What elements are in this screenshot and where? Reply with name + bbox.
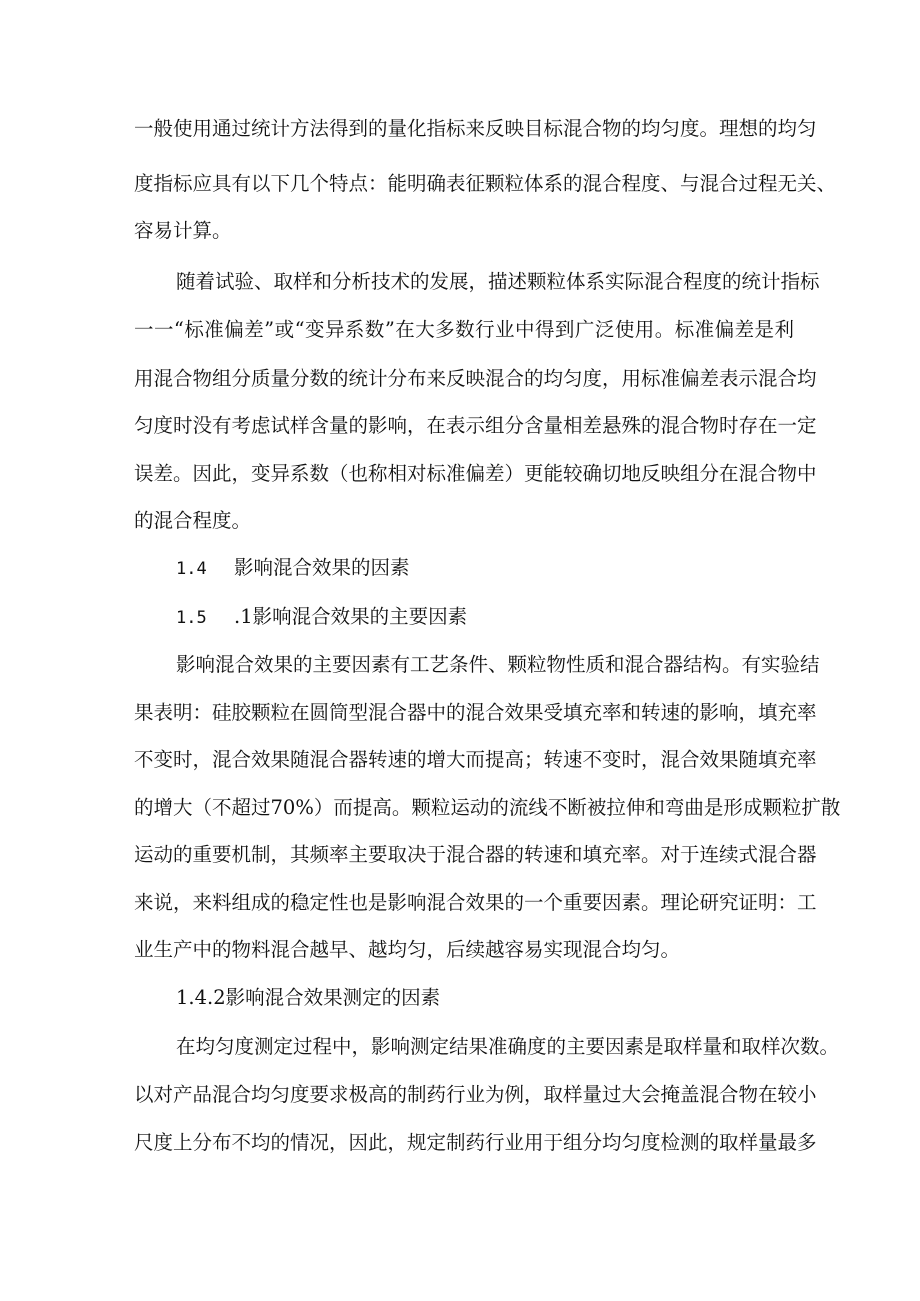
paragraph-2-line-2: 一一“标准偏差”或“变异系数”在大多数行业中得到广泛使用。标准偏差是利 [134, 318, 794, 341]
paragraph-3-line-2: 果表明：硅胶颗粒在圆筒型混合器中的混合效果受填充率和转速的影响，填充率 [134, 701, 817, 724]
paragraph-3-line-6: 来说，来料组成的稳定性也是影响混合效果的一个重要因素。理论研究证明：工 [134, 891, 817, 914]
paragraph-2-line-4: 匀度时没有考虑试样含量的影响，在表示组分含量相差悬殊的混合物时存在一定 [134, 414, 817, 437]
heading-title: 1.4.2影响混合效果测定的因素 [176, 986, 441, 1009]
paragraph-1-line-2: 度指标应具有以下几个特点：能明确表征颗粒体系的混合程度、与混合过程无关、 [134, 172, 837, 195]
paragraph-4-line-2: 以对产品混合均匀度要求极高的制药行业为例，取样量过大会掩盖混合物在较小 [134, 1083, 817, 1106]
paragraph-3-line-1: 影响混合效果的主要因素有工艺条件、颗粒物性质和混合器结构。有实验结 [176, 653, 820, 676]
paragraph-3-line-4: 的增大（不超过70%）而提高。颗粒运动的流线不断被拉伸和弯曲是形成颗粒扩散 [134, 796, 841, 819]
paragraph-1-line-1: 一般使用通过统计方法得到的量化指标来反映目标混合物的均匀度。理想的均匀 [134, 117, 817, 140]
heading-title: .1影响混合效果的主要因素 [234, 605, 468, 628]
paragraph-1-line-3: 容易计算。 [134, 219, 232, 242]
section-heading-1-4 [176, 556, 410, 581]
paragraph-2-line-3: 用混合物组分质量分数的统计分布来反映混合的均匀度，用标准偏差表示混合均 [134, 367, 817, 390]
paragraph-3-line-5: 运动的重要机制，其频率主要取决于混合器的转速和填充率。对于连续式混合器 [134, 843, 817, 866]
paragraph-3-line-3: 不变时，混合效果随混合器转速的增大而提高；转速不变时，混合效果随填充率 [134, 748, 817, 771]
paragraph-2-line-5: 误差。因此，变异系数（也称相对标准偏差）更能较确切地反映组分在混合物中 [134, 462, 817, 485]
paragraph-4-line-3: 尺度上分布不均的情况，因此，规定制药行业用于组分均匀度检测的取样量最多 [134, 1131, 817, 1154]
heading-number: 1.5 [176, 608, 207, 628]
section-heading-1-5 [176, 605, 467, 630]
section-heading-1-4-2 [176, 986, 440, 1010]
paragraph-2-line-6: 的混合程度。 [134, 509, 252, 532]
paragraph-4-line-1: 在均匀度测定过程中，影响测定结果准确度的主要因素是取样量和取样次数。 [176, 1035, 840, 1058]
paragraph-2-line-1: 随着试验、取样和分析技术的发展，描述颗粒体系实际混合程度的统计指标 [176, 270, 820, 293]
heading-title: 影响混合效果的因素 [234, 556, 410, 579]
heading-number: 1.4 [176, 559, 207, 579]
paragraph-3-line-7: 业生产中的物料混合越早、越均匀，后续越容易实现混合均匀。 [134, 938, 681, 961]
